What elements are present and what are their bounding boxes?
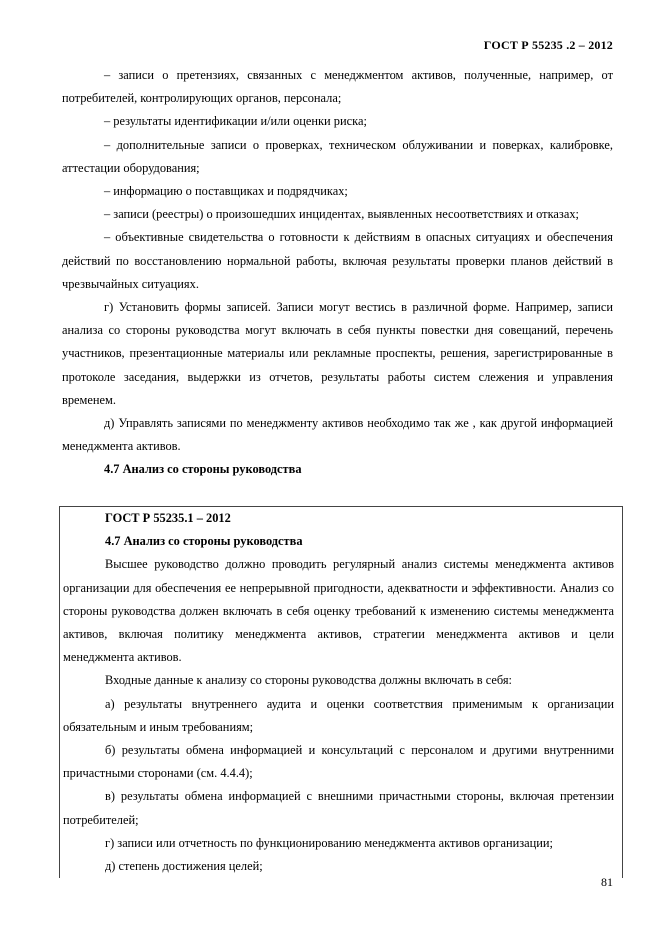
paragraph: б) результаты обмена информацией и консультаций с персоналом и другими внутренними причастными сторонами (см. 4.4.4);	[63, 743, 614, 781]
paragraph: д) степень достижения целей;	[105, 859, 263, 874]
paragraph: г) Установить формы записей. Записи могут вестись в различной форме. Например, записи анализа со стороны руководства могут включать в себя пункты повестки дня совещаний, перечень участников, презентационные материалы или рекламные проспекты, решения, зарегистрированные в протоколе заседания, выдержки из отчетов, результаты работы систем слежения и управления временем.	[62, 300, 613, 407]
paragraph: Входные данные к анализу со стороны руководства должны включать в себя:	[105, 673, 512, 688]
document-header: ГОСТ Р 55235 .2 – 2012	[483, 38, 613, 52]
paragraph: д) Управлять записями по менеджменту активов необходимо так же , как другой информацией менеджмента активов.	[62, 416, 613, 454]
quoted-standard-content	[63, 507, 614, 878]
quoted-standard-box	[59, 506, 623, 878]
paragraph: – результаты идентификации и/или оценки риска;	[104, 114, 367, 129]
standard-reference: ГОСТ Р 55235.1 – 2012	[105, 511, 231, 525]
paragraph: г) записи или отчетность по функционированию менеджмента активов организации;	[105, 835, 553, 850]
section-heading: 4.7 Анализ со стороны руководства	[104, 462, 302, 477]
page-number: 81	[601, 875, 613, 889]
paragraph: в) результаты обмена информацией с внешними причастными стороны, включая претензии потребителей;	[63, 789, 614, 827]
paragraph: а) результаты внутреннего аудита и оценки соответствия применимым к организации обязательным и иным требованиям;	[63, 696, 614, 734]
quoted-section-heading: 4.7 Анализ со стороны руководства	[105, 534, 303, 549]
main-content	[62, 64, 613, 482]
paragraph: – записи о претензиях, связанных с менеджментом активов, полученные, например, от потребителей, контролирующих органов, персонала;	[62, 68, 613, 106]
paragraph: Высшее руководство должно проводить регулярный анализ системы менеджмента активов организации для обеспечения ее непрерывной пригодности, адекватности и эффективности. Анализ со стороны руководства должен включать в себя оценку требований к изменению системы менеджмента активов, включая политику менеджмента активов, стратегии менеджмента активов и цели менеджмента активов.	[63, 557, 614, 665]
paragraph: – информацию о поставщиках и подрядчиках;	[104, 184, 348, 199]
paragraph: – дополнительные записи о проверках, техническом облуживании и поверках, калибровке, аттестации оборудования;	[62, 137, 613, 175]
paragraph: – записи (реестры) о произошедших инцидентах, выявленных несоответствиях и отказах;	[104, 207, 579, 222]
paragraph: – объективные свидетельства о готовности к действиям в опасных ситуациях и обеспечения действий по восстановлению нормальной работы, включая результаты проверки планов действий в чрезвычайных ситуациях.	[62, 230, 613, 291]
